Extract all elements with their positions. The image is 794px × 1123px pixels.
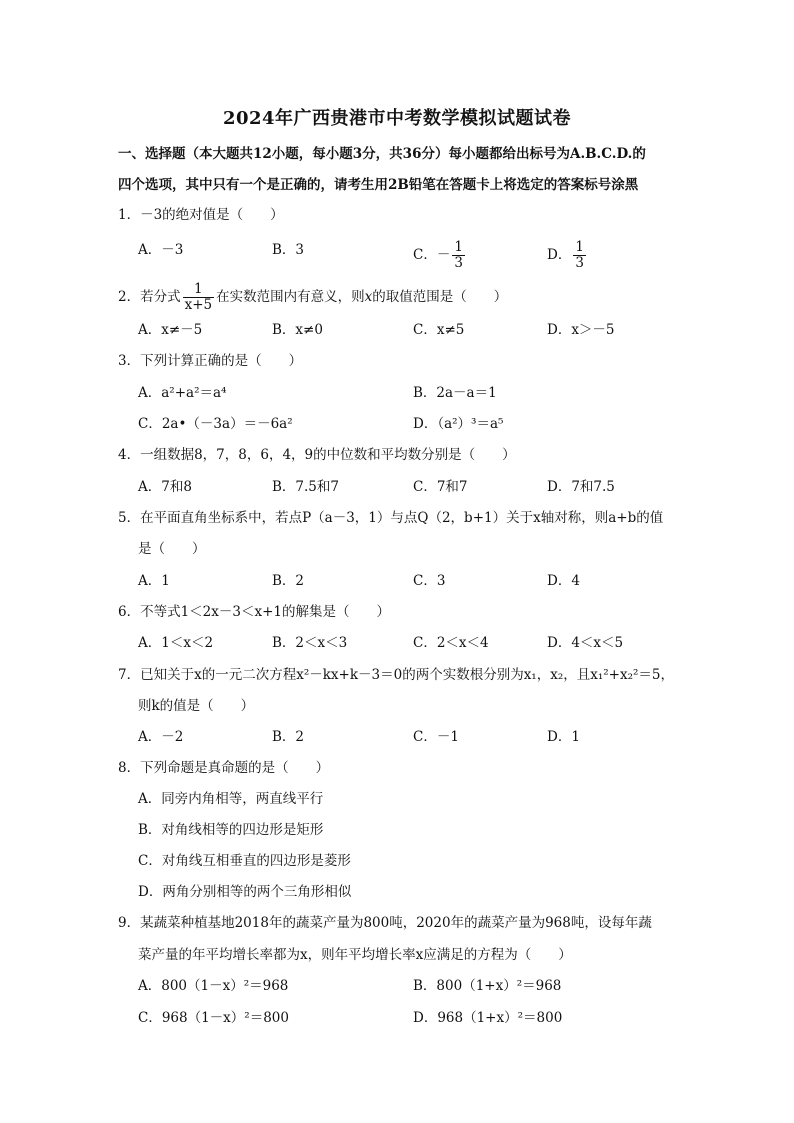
q5-option-c: C．3	[413, 573, 446, 589]
q9-option-d: D．968（1+x）²＝800	[413, 1010, 563, 1026]
q2-numerator: 1	[183, 282, 215, 298]
q2-stem-suffix: 的取值范围是（ ）	[372, 289, 508, 305]
q3-option-a: A．a²+a²＝a⁴	[138, 385, 227, 401]
q2-option-d: D．x＞－5	[547, 322, 615, 338]
q2-fraction	[183, 282, 215, 313]
q7-option-b: B．2	[272, 729, 305, 745]
q4-option-b: B．7.5和7	[272, 479, 339, 495]
q3-option-c: C．2a•（－3a）＝－6a²	[138, 416, 293, 432]
question-9-stem-line2: 菜产量的年平均增长率都为x，则年平均增长率x应满足的方程为（ ）	[138, 947, 572, 963]
q9-option-c: C．968（1－x）²＝800	[138, 1010, 289, 1026]
q5-option-d: D．4	[547, 573, 580, 589]
q6-option-c: C．2＜x＜4	[413, 635, 489, 651]
q2-option-c: C．x≠5	[413, 322, 465, 338]
q1-option-d	[547, 240, 588, 271]
question-7-stem-line1: 7．已知关于x的一元二次方程x²－kx+k－3＝0的两个实数根分别为x₁，x₂，且x₁²+x₂²＝5，	[118, 667, 675, 683]
q1-option-d-fraction	[573, 240, 586, 271]
q8-option-b: B．对角线相等的四边形是矩形	[138, 822, 324, 838]
q4-option-d: D．7和7.5	[547, 479, 615, 495]
question-5-stem-line1: 5．在平面直角坐标系中，若点P（a－3，1）与点Q（2，b+1）关于x轴对称，则a+b的值	[118, 510, 664, 526]
q6-option-d: D．4＜x＜5	[547, 635, 624, 651]
section-instructions-line2: 四个选项，其中只有一个是正确的，请考生用2B铅笔在答题卡上将选定的答案标号涂黑	[118, 177, 639, 193]
q2-variable: x	[364, 289, 373, 305]
section-instructions-line1: 一、选择题（本大题共12小题，每小题3分，共36分）每小题都给出标号为A.B.C.D.的	[118, 146, 646, 162]
q8-option-c: C．对角线互相垂直的四边形是菱形	[138, 853, 351, 869]
q7-option-d: D．1	[547, 729, 580, 745]
q1-option-c	[413, 240, 467, 271]
q1-c-numerator: 1	[454, 239, 463, 255]
q5-option-a: A．1	[138, 573, 170, 589]
q1-option-a: A．－3	[138, 242, 184, 258]
question-5-stem-line2: 是（ ）	[138, 541, 206, 557]
question-6-stem: 6．不等式1＜2x－3＜x+1的解集是（ ）	[118, 604, 390, 620]
q7-option-a: A．－2	[138, 729, 184, 745]
q1-c-denominator: 3	[454, 255, 463, 271]
q4-option-a: A．7和8	[138, 479, 192, 495]
q1-d-denominator: 3	[575, 255, 584, 271]
q1-option-d-prefix: D．	[547, 247, 572, 263]
q1-option-c-fraction	[452, 240, 465, 271]
question-8-stem: 8．下列命题是真命题的是（ ）	[118, 760, 330, 776]
question-1-stem: 1．－3的绝对值是（ ）	[118, 207, 284, 223]
q9-option-b: B．800（1+x）²＝968	[413, 978, 562, 994]
q6-option-b: B．2＜x＜3	[272, 635, 348, 651]
q9-option-a: A．800（1－x）²＝968	[138, 978, 289, 994]
q1-d-numerator: 1	[575, 239, 584, 255]
page-title: 2024年广西贵港市中考数学模拟试题试卷	[222, 108, 572, 129]
q6-option-a: A．1＜x＜2	[138, 635, 214, 651]
question-9-stem-line1: 9．某蔬菜种植基地2018年的蔬菜产量为800吨，2020年的蔬菜产量为968吨，设每年蔬	[118, 915, 652, 931]
q2-stem-middle: 在实数范围内有意义，则	[216, 289, 365, 305]
q2-stem-prefix: 2．若分式	[118, 289, 181, 305]
q4-option-c: C．7和7	[413, 479, 468, 495]
q3-option-b: B．2a－a＝1	[413, 385, 497, 401]
q8-option-a: A．同旁内角相等，两直线平行	[138, 791, 324, 807]
question-2-stem	[118, 282, 507, 313]
q2-option-b: B．x≠0	[272, 322, 323, 338]
q1-option-b: B．3	[272, 242, 305, 258]
q3-option-d: D．（a²）³＝a⁵	[413, 416, 504, 432]
q7-option-c: C．－1	[413, 729, 459, 745]
question-7-stem-line2: 则k的值是（ ）	[138, 698, 255, 714]
q2-option-a: A．x≠－5	[138, 322, 203, 338]
q8-option-d: D．两角分别相等的两个三角形相似	[138, 884, 352, 900]
q2-denominator: x+5	[184, 297, 213, 313]
q5-option-b: B．2	[272, 573, 305, 589]
q1-option-c-prefix: C．－	[413, 247, 451, 263]
question-4-stem: 4．一组数据8，7，8，6，4，9的中位数和平均数分别是（ ）	[118, 447, 516, 463]
question-3-stem: 3．下列计算正确的是（ ）	[118, 353, 303, 369]
